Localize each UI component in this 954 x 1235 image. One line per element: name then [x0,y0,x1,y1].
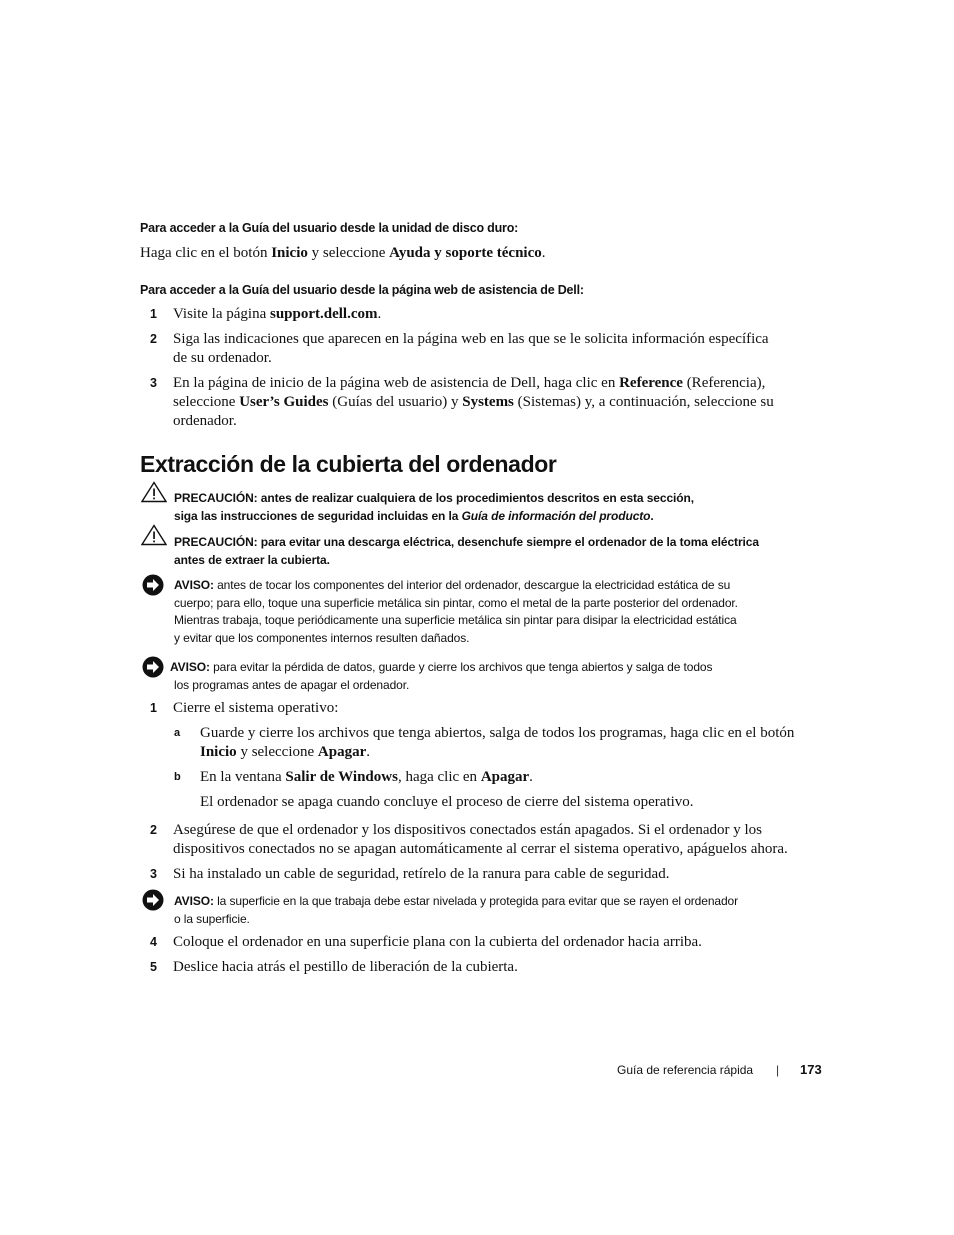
caution-label: PRECAUCIÓN: [174,535,258,549]
page-number: 173 [800,1062,822,1077]
text-line: Mientras trabaja, toque periódicamente una superficie metálica sin pintar para disipar la electricidad estática [174,613,737,627]
text-line: dispositivos conectados no se apagan automáticamente al cerrar el sistema operativo, apáguelos ahora. [173,841,788,857]
footer-guide-name: Guía de referencia rápida [617,1063,754,1077]
text-run: (Referencia), [682,375,766,391]
notice-icon [142,574,164,601]
inicio-term: Inicio [271,245,308,261]
web-step-3 [173,374,813,431]
text-line: Siga las indicaciones que aparecen en la página web en las que se le solicita información específica [173,331,769,347]
web-heading: Para acceder a la Guía del usuario desde la página web de asistencia de Dell: [140,283,584,297]
text-run: y seleccione [236,744,318,760]
text-line: Asegúrese de que el ordenador y los dispositivos conectados están apagados. Si el ordenador y los [173,822,763,838]
step-number: 2 [150,823,157,837]
step-5-text: Deslice hacia atrás el pestillo de liberación de la cubierta. [173,959,518,975]
text-run: En la página de inicio de la página web de asistencia de Dell, haga clic en [173,375,620,391]
step-number: 4 [150,935,157,949]
text-run: . [377,306,382,322]
windows-exit-term: Salir de Windows [285,769,398,785]
text-run: Visite la página [173,306,270,322]
text-line [174,508,814,526]
apagar-term: Apagar [480,769,530,785]
substep-letter: b [174,771,181,783]
text-run: . [541,245,546,261]
text-line: los programas antes de apagar el ordenador. [174,677,410,692]
web-step-2 [173,330,813,368]
text-line [200,743,820,762]
step-4-text: Coloque el ordenador en una superficie plana con la cubierta del ordenador hacia arriba. [173,934,702,950]
caution-icon [141,481,167,508]
text-run: siga las instrucciones de seguridad incluidas en la [174,508,462,523]
step-number: 5 [150,960,157,974]
notice-2 [170,659,810,694]
text-run: Haga clic en el botón [140,245,272,261]
text-line [173,393,813,412]
text-run: seleccione [173,394,240,410]
text-run: , haga clic en [397,769,481,785]
text-run: para evitar una descarga eléctrica, desenchufe siempre el ordenador de la toma eléctrica [257,535,759,549]
web-step-1 [173,305,381,324]
notice-label: AVISO: [174,894,214,908]
users-guides-term: User’s Guides [239,394,329,410]
help-support-term: Ayuda y soporte técnico [389,245,542,261]
step-number: 1 [150,701,157,715]
footer-separator: | [776,1063,780,1077]
substep-b-note: El ordenador se apaga cuando concluye el proceso de cierre del sistema operativo. [200,794,694,810]
caution-1 [174,490,814,525]
text-run: y seleccione [307,245,390,261]
text-line [174,577,814,595]
text-line: Guarde y cierre los archivos que tenga abiertos, salga de todos los programas, haga clic en el botón [200,725,795,741]
support-url: support.dell.com [270,306,378,322]
notice-3 [174,893,814,928]
text-line [174,893,814,911]
reference-term: Reference [619,375,683,391]
text-run: . [366,744,370,760]
substep-letter: a [174,727,181,739]
text-line: cuerpo; para ello, toque una superficie metálica sin pintar, como el metal de la parte posterior del ordenador. [174,595,738,610]
text-line: antes de extraer la cubierta. [174,552,330,567]
text-run: antes de realizar cualquiera de los procedimientos descritos en esta sección, [257,491,694,505]
text-line [173,374,813,393]
step-2-text [173,821,823,859]
caution-label: PRECAUCIÓN: [174,491,258,505]
notice-1 [174,577,814,647]
step-3-text: Si ha instalado un cable de seguridad, retírelo de la ranura para cable de seguridad. [173,866,670,882]
text-run: para evitar la pérdida de datos, guarde y cierre los archivos que tenga abiertos y salga de todos [209,660,713,674]
step-number: 3 [150,376,157,390]
apagar-term: Apagar [317,744,367,760]
text-line [174,490,814,508]
text-line: ordenador. [173,413,237,429]
text-line [174,534,814,552]
text-run: . [650,508,654,523]
substep-a [200,724,820,762]
text-run: . [529,769,533,785]
text-run: antes de tocar los componentes del interior del ordenador, descargue la electricidad estática de su [213,578,731,592]
disk-instructions [140,244,545,263]
notice-icon [142,889,164,916]
text-run: (Guías del usuario) y [328,394,463,410]
step-number: 1 [150,307,157,321]
notice-label: AVISO: [174,578,214,592]
text-line: de su ordenador. [173,350,272,366]
text-run: (Sistemas) y, a continuación, seleccione su [513,394,774,410]
caution-2 [174,534,814,569]
text-line: y evitar que los componentes internos resulten dañados. [174,630,470,645]
page-title: Extracción de la cubierta del ordenador [140,451,557,477]
inicio-term: Inicio [200,744,237,760]
notice-icon [142,656,164,683]
text-line: o la superficie. [174,911,250,926]
text-run: la superficie en la que trabaja debe estar nivelada y protegida para evitar que se rayen el ordenador [213,894,739,908]
caution-icon [141,524,167,551]
systems-term: Systems [462,394,514,410]
notice-label: AVISO: [170,660,210,674]
step-number: 2 [150,332,157,346]
disk-heading: Para acceder a la Guía del usuario desde la unidad de disco duro: [140,221,519,235]
step-1-text: Cierre el sistema operativo: [173,700,339,716]
text-line [170,659,810,677]
step-number: 3 [150,867,157,881]
substep-b [200,768,533,787]
text-run: En la ventana [200,769,286,785]
product-guide-ref: Guía de información del producto [461,508,651,523]
